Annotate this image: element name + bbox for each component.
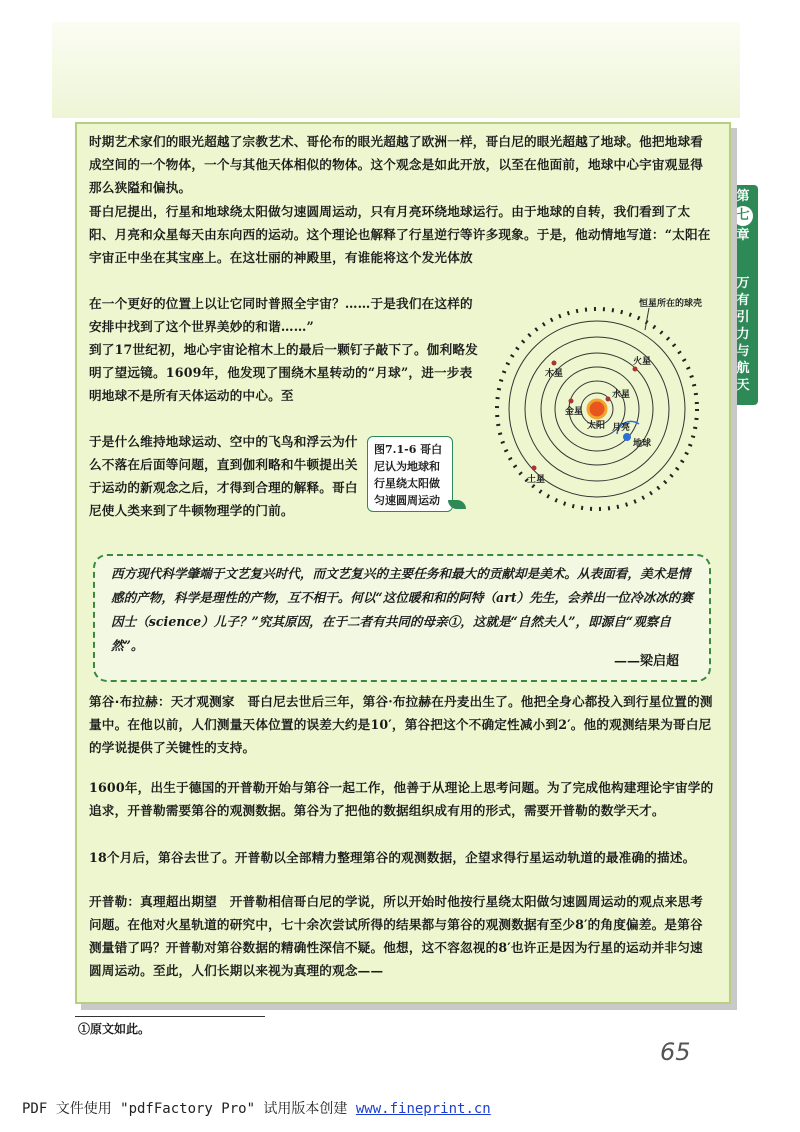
sun bbox=[588, 400, 606, 418]
page-number: 65 bbox=[660, 1038, 691, 1066]
paragraph-6: 18个月后，第谷去世了。开普勒以全部精力整理第谷的观测数据，企望求得行星运动轨道的最准确的描述。 bbox=[89, 850, 696, 865]
page-top-shade bbox=[52, 22, 740, 118]
quote-author: ——梁启超 bbox=[613, 654, 679, 669]
label-jupiter: 木星 bbox=[545, 369, 564, 379]
quote-text: 西方现代科学肇端于文艺复兴时代，而文艺复兴的主要任务和最大的贡献却是美术。从表面看，美术是情感的产物，科学是理性的产物，互不相干。何以“这位暖和和的阿特（art）先生，会养出一位冷冰冰的赛因士（science）儿子？”究其原因，在于二者有共同的母亲①，这就是“自然夫人”，即源自“观察自然”。 bbox=[111, 566, 693, 653]
chapter-prefix: 第 bbox=[736, 189, 750, 204]
chapter-suffix: 章 bbox=[736, 228, 750, 243]
reading-panel bbox=[75, 122, 731, 1004]
planet-jupiter bbox=[552, 361, 557, 366]
paragraph-3: 到了17世纪初，地心宇宙论棺木上的最后一颗钉子敲下了。伽利略发明了望远镜。1609年，他发现了围绕木星转动的“月球”，进一步表明地球不是所有天体运动的中心。至 bbox=[89, 342, 478, 403]
planet-venus bbox=[569, 399, 574, 404]
pdf-footer bbox=[22, 1098, 491, 1118]
paragraph-5: 1600年，出生于德国的开普勒开始与第谷一起工作，他善于从理论上思考问题。为了完成他构建理论宇宙学的追求，开普勒需要第谷的观测数据。第谷为了把他的数据组织成有用的形式，需要开普勒的数学天才。 bbox=[89, 780, 714, 818]
chapter-title: 万有引力与航天 bbox=[736, 276, 750, 393]
figure-caption bbox=[367, 436, 453, 512]
planet-saturn bbox=[532, 466, 537, 471]
planet-earth bbox=[623, 433, 631, 441]
paragraph-tycho bbox=[89, 690, 715, 759]
footnote: ①原文如此。 bbox=[78, 1022, 151, 1036]
planet-mercury bbox=[606, 397, 611, 402]
paragraph-2: 哥白尼提出，行星和地球绕太阳做匀速圆周运动，只有月亮环绕地球运行。由于地球的自转，我们看到了太阳、月亮和众星每天由东向西的运动。这个理论也解释了行星逆行等许多现象。于是，他动情地写道：“太阳在宇宙正中坐在其宝座上。在这壮丽的神殿里，有谁能将这个发光体放 bbox=[89, 204, 711, 265]
paragraph-2-cont: 在一个更好的位置上以让它同时普照全宇宙？……于是我们在这样的安排中找到了这个世界美妙的和谐……” bbox=[89, 296, 473, 334]
label-mars: 火星 bbox=[633, 357, 652, 367]
label-mercury: 水星 bbox=[612, 390, 631, 400]
figure-caption-text: 图7.1-6 哥白尼认为地球和行星绕太阳做匀速圆周运动 bbox=[374, 443, 443, 507]
chapter-side-tab bbox=[728, 185, 758, 405]
leaf-icon bbox=[448, 500, 466, 509]
pdf-footer-text: PDF 文件使用 "pdfFactory Pro" 试用版本创建 bbox=[22, 1101, 356, 1117]
paragraph-tycho-body: 哥白尼去世后三年，第谷·布拉赫在丹麦出生了。他把全身心都投入到行星位置的测量中。在他以前，人们测量天体位置的误差大约是10′，第谷把这个不确定性减小到2′。他的观测结果为哥白尼的学说提供了关键性的支持。 bbox=[89, 694, 713, 755]
copernican-diagram bbox=[467, 294, 725, 512]
label-stars: 恒星所在的球壳 bbox=[639, 299, 703, 309]
paragraph-1: 时期艺术家们的眼光超越了宗教艺术、哥伦布的眼光超越了欧洲一样，哥白尼的眼光超越了地球。他把地球看成空间的一个物体，一个与其他天体相似的物体。这个观念是如此开放，以至在他面前，地球中心宇宙观显得那么狭隘和偏执。 bbox=[89, 134, 704, 195]
section-head-tycho: 第谷·布拉赫：天才观测家 bbox=[89, 694, 235, 709]
label-earth: 地球 bbox=[633, 439, 652, 449]
paragraph-kepler-body: 开普勒相信哥白尼的学说，所以开始时他按行星绕太阳做匀速圆周运动的观点来思考问题。在他对火星轨道的研究中，七十余次尝试所得的结果都与第谷的观测数据有至少8′的角度偏差。是第谷测量错了吗？开普勒对第谷数据的精确性深信不疑。他想，这不容忽视的8′也许正是因为行星的运动并非匀速圆周运动。至此，人们长期以来视为真理的观念—— bbox=[89, 894, 704, 978]
label-saturn: 土星 bbox=[527, 475, 546, 485]
planet-mars bbox=[633, 367, 638, 372]
paragraph-kepler bbox=[89, 890, 715, 982]
label-sun: 太阳 bbox=[587, 421, 606, 431]
quote-box bbox=[93, 554, 711, 682]
label-venus: 金星 bbox=[565, 407, 584, 417]
chapter-number: 七 bbox=[733, 206, 753, 226]
paragraph-3-cont: 于是什么维持地球运动、空中的飞鸟和浮云为什么不落在后面等问题，直到伽利略和牛顿提出关于运动的新观念之后，才得到合理的解释。哥白尼使人类来到了牛顿物理学的门前。 bbox=[89, 434, 358, 518]
pdf-footer-link[interactable]: www.fineprint.cn bbox=[355, 1101, 491, 1117]
footnote-divider bbox=[75, 1016, 265, 1017]
label-moon: 月亮 bbox=[612, 423, 631, 433]
section-head-kepler: 开普勒：真理超出期望 bbox=[89, 894, 217, 909]
